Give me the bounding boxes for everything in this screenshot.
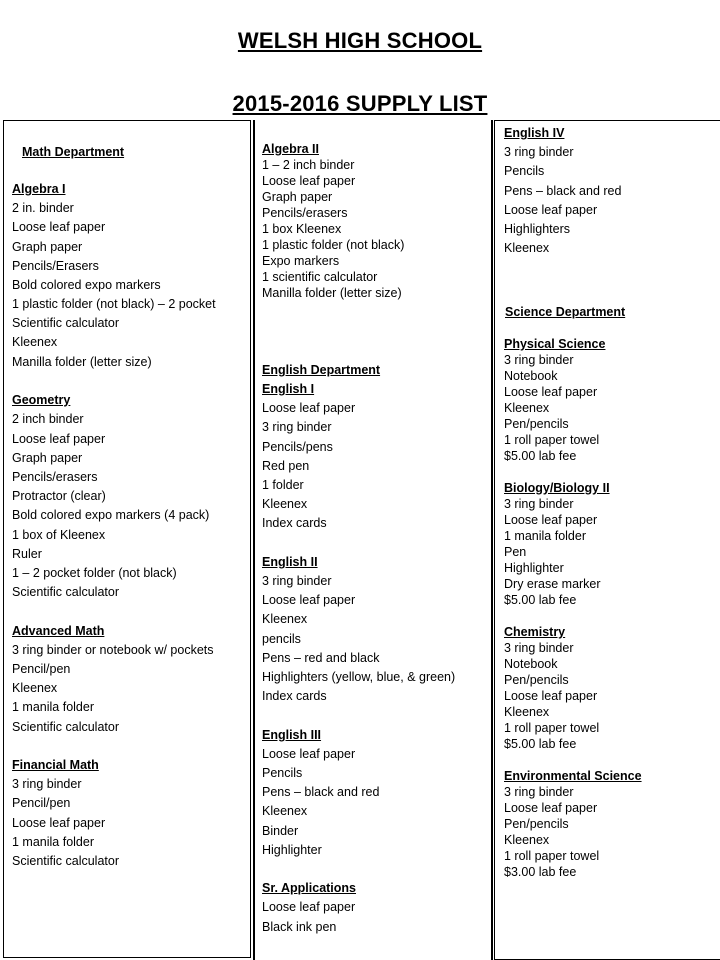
list-item: $5.00 lab fee <box>504 449 577 463</box>
science-department-heading: Science Department <box>505 305 626 319</box>
list-item: Pens – black and red <box>504 184 622 198</box>
list-item: Index cards <box>262 689 327 703</box>
list-item: Notebook <box>504 657 558 671</box>
list-item: Loose leaf paper <box>504 513 598 527</box>
list-item: 1 manila folder <box>12 835 94 849</box>
list-item: Expo markers <box>262 254 340 268</box>
physical-science-heading: Physical Science <box>504 337 606 351</box>
list-item: Graph paper <box>12 451 83 465</box>
list-item: 2 in. binder <box>12 201 74 215</box>
list-item: Loose leaf paper <box>262 747 356 761</box>
list-item: Highlighter <box>262 843 322 857</box>
list-item: Loose leaf paper <box>12 220 106 234</box>
list-item: 1 folder <box>262 478 304 492</box>
list-item: 3 ring binder <box>12 777 82 791</box>
list-item: Loose leaf paper <box>504 203 598 217</box>
list-item: 1 roll paper towel <box>504 433 600 447</box>
list-item: Pencils/erasers <box>262 206 348 220</box>
list-item: Manilla folder (letter size) <box>262 286 402 300</box>
list-item: Bold colored expo markers <box>12 278 161 292</box>
list-item: Loose leaf paper <box>12 816 106 830</box>
algebra1-heading: Algebra I <box>12 182 66 196</box>
english4-heading: English IV <box>504 126 565 140</box>
list-item: Kleenex <box>504 833 550 847</box>
chemistry-heading: Chemistry <box>504 625 566 639</box>
list-item: Highlighter <box>504 561 564 575</box>
list-item: Pens – black and red <box>262 785 380 799</box>
list-item: Kleenex <box>12 335 58 349</box>
list-item: 2 inch binder <box>12 412 84 426</box>
list-item: Pen/pencils <box>504 673 569 687</box>
list-item: Pencils <box>504 164 545 178</box>
list-item: 3 ring binder <box>504 497 574 511</box>
list-item: 1 manila folder <box>504 529 586 543</box>
list-item: 1 box Kleenex <box>262 222 342 236</box>
list-item: Pencils/erasers <box>12 470 98 484</box>
list-item: Kleenex <box>262 497 308 511</box>
math-department-heading: Math Department <box>22 145 125 159</box>
list-item: Pencil/pen <box>12 662 71 676</box>
list-item: $5.00 lab fee <box>504 737 577 751</box>
list-item: Graph paper <box>262 190 333 204</box>
list-item: Highlighters (yellow, blue, & green) <box>262 670 456 684</box>
list-item: Kleenex <box>504 241 550 255</box>
list-item: Pen/pencils <box>504 417 569 431</box>
list-item: 3 ring binder <box>262 420 332 434</box>
list-item: Binder <box>262 824 299 838</box>
list-item: Loose leaf paper <box>262 174 356 188</box>
list-item: 1 roll paper towel <box>504 721 600 735</box>
list-item: Loose leaf paper <box>504 801 598 815</box>
biology-heading: Biology/Biology II <box>504 481 610 495</box>
list-item: 1 roll paper towel <box>504 849 600 863</box>
list-item: 1 plastic folder (not black) – 2 pocket <box>12 297 216 311</box>
list-item: Kleenex <box>262 612 308 626</box>
list-item: pencils <box>262 632 301 646</box>
page-title: WELSH HIGH SCHOOL <box>237 28 483 53</box>
list-item: 3 ring binder <box>504 641 574 655</box>
list-item: Bold colored expo markers (4 pack) <box>12 508 210 522</box>
list-item: Scientific calculator <box>12 316 119 330</box>
page-subtitle: 2015-2016 SUPPLY LIST <box>232 91 488 116</box>
list-item: Protractor (clear) <box>12 489 106 503</box>
list-item: Graph paper <box>12 240 83 254</box>
list-item: Kleenex <box>504 705 550 719</box>
list-item: Kleenex <box>504 401 550 415</box>
list-item: Dry erase marker <box>504 577 601 591</box>
list-item: Pencils/Erasers <box>12 259 99 273</box>
financial-math-heading: Financial Math <box>12 758 99 772</box>
list-item: Highlighters <box>504 222 571 236</box>
list-item: 1 plastic folder (not black) <box>262 238 405 252</box>
environmental-science-heading: Environmental Science <box>504 769 642 783</box>
advanced-math-heading: Advanced Math <box>12 624 105 638</box>
english-department-heading: English Department <box>262 363 381 377</box>
list-item: 3 ring binder <box>504 785 574 799</box>
list-item: 1 box of Kleenex <box>12 528 106 542</box>
list-item: Kleenex <box>262 804 308 818</box>
english1-heading: English I <box>262 382 315 396</box>
list-item: Loose leaf paper <box>262 900 356 914</box>
algebra2-heading: Algebra II <box>262 142 319 156</box>
list-item: 3 ring binder <box>262 574 332 588</box>
list-item: Black ink pen <box>262 920 337 934</box>
list-item: 3 ring binder <box>504 353 574 367</box>
list-item: 3 ring binder or notebook w/ pockets <box>12 643 214 657</box>
list-item: Loose leaf paper <box>504 385 598 399</box>
list-item: Pencils/pens <box>262 440 333 454</box>
list-item: Scientific calculator <box>12 854 119 868</box>
list-item: Loose leaf paper <box>504 689 598 703</box>
list-item: Loose leaf paper <box>262 593 356 607</box>
list-item: Scientific calculator <box>12 720 119 734</box>
list-item: 1 – 2 pocket folder (not black) <box>12 566 177 580</box>
list-item: Pens – red and black <box>262 651 380 665</box>
list-item: 1 scientific calculator <box>262 270 378 284</box>
english2-heading: English II <box>262 555 318 569</box>
list-item: Ruler <box>12 547 42 561</box>
list-item: Pencils <box>262 766 303 780</box>
list-item: Pen <box>504 545 527 559</box>
list-item: Loose leaf paper <box>12 432 106 446</box>
list-item: 1 – 2 inch binder <box>262 158 355 172</box>
list-item: Scientific calculator <box>12 585 119 599</box>
list-item: Index cards <box>262 516 327 530</box>
list-item: $3.00 lab fee <box>504 865 577 879</box>
column-divider <box>491 120 493 960</box>
list-item: Pencil/pen <box>12 796 71 810</box>
list-item: Red pen <box>262 459 310 473</box>
list-item: Kleenex <box>12 681 58 695</box>
geometry-heading: Geometry <box>12 393 71 407</box>
list-item: Notebook <box>504 369 558 383</box>
list-item: 1 manila folder <box>12 700 94 714</box>
list-item: Loose leaf paper <box>262 401 356 415</box>
sr-applications-heading: Sr. Applications <box>262 881 357 895</box>
list-item: $5.00 lab fee <box>504 593 577 607</box>
list-item: 3 ring binder <box>504 145 574 159</box>
column-divider <box>253 120 255 960</box>
english3-heading: English III <box>262 728 322 742</box>
list-item: Pen/pencils <box>504 817 569 831</box>
list-item: Manilla folder (letter size) <box>12 355 152 369</box>
